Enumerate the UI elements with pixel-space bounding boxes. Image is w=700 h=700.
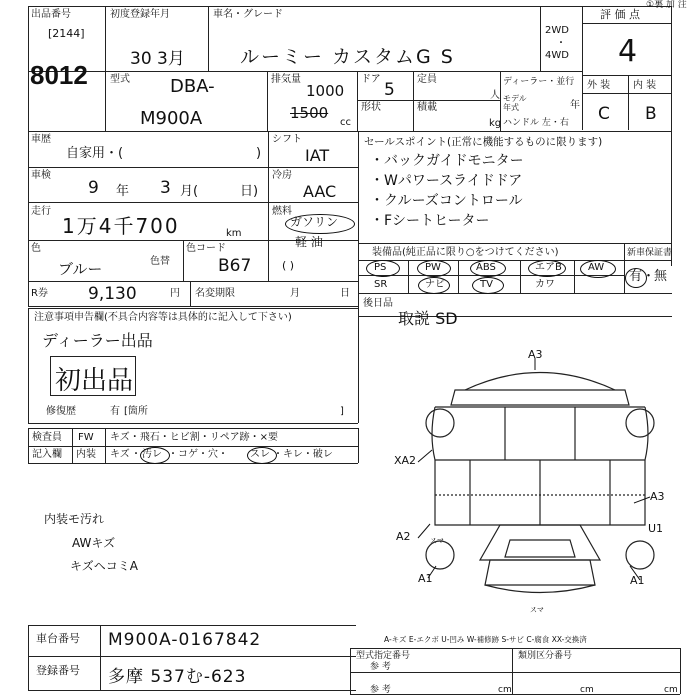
diagram-mark-top: A3 [528, 348, 543, 361]
inspection-year-unit: 年 [116, 184, 130, 199]
after-items-value: 取説 SD [398, 309, 458, 328]
fuel-other: ( ) [282, 259, 295, 272]
load-unit: kg [489, 118, 502, 129]
inspector-item-burn-hole: ・コゲ・穴・ [168, 449, 228, 460]
history-label: 車歴 [31, 134, 51, 145]
diagram-mark-right-dent: U1 [648, 522, 664, 535]
recycle-unit: 円 [170, 288, 180, 299]
warranty-separator: ・ [642, 269, 656, 284]
mileage-unit: km [226, 228, 242, 239]
diagram-mark-left-lower: A2 [396, 530, 411, 543]
color-swap-label: 色替 [150, 256, 170, 267]
car-name-value: ルーミー カスタムG S [240, 46, 455, 68]
repair-have: 有 [110, 406, 120, 417]
inspector-item-dirt: 汚レ [142, 449, 162, 460]
notes-line-2: 初出品 [55, 366, 134, 396]
sales-points-label: セールスポイント(正常に機能するものに限ります) [364, 136, 603, 148]
equip-leather: カワ [535, 279, 555, 290]
equipment-label: 装備品(純正品に限り○をつけてください) [372, 247, 559, 258]
shift-value: IAT [305, 146, 330, 165]
equip-abs: ABS [476, 262, 496, 273]
warranty-have: 有 [629, 269, 643, 284]
new-car-warranty-label: 新車保証書 [627, 248, 673, 258]
registration-label: 登録番号 [36, 664, 80, 677]
diagram-mark-left-upper: XA2 [394, 454, 417, 467]
equip-aw: AW [588, 262, 605, 273]
displacement-struck: 1500 [290, 104, 329, 122]
repair-label: 修復歴 [46, 406, 76, 417]
inspector-fw-items: キズ・飛石・ヒビ割・リペア跡・×要 [110, 432, 278, 443]
lot-number: 8012 [30, 60, 88, 90]
handwritten-note-2: AWキズ [72, 536, 116, 550]
inspector-item-rub: スレ [250, 449, 270, 460]
first-registration-label: 初度登録年月 [110, 9, 170, 20]
cm-unit-3: cm [664, 685, 678, 695]
drive-separator: ・ [556, 38, 566, 49]
history-value: 自家用・( [66, 146, 124, 161]
inspector-entry-label: 記入欄 [32, 449, 62, 460]
repair-place: [箇所 [124, 406, 148, 417]
shape-label: 形状 [361, 102, 381, 113]
shift-label: シフト [272, 134, 302, 145]
grade-value: 4 [618, 34, 638, 69]
sales-point-3: ・クルーズコントロール [370, 193, 523, 209]
mileage-value: 1万4千700 [62, 214, 180, 238]
color-code-value: B67 [218, 256, 252, 276]
reference-label-1: 参 考 [370, 662, 391, 672]
ac-value: AAC [303, 182, 337, 201]
handwritten-note-1: 内装モ汚れ [44, 512, 105, 526]
fuel-diesel: 軽 油 [295, 235, 323, 249]
color-code-label: 色コード [186, 243, 226, 254]
warranty-none: 無 [654, 269, 668, 284]
diagram-mark-a1-left: A1 [418, 572, 433, 585]
lot-label: 出品番号 [31, 9, 71, 20]
color-value: ブルー [58, 260, 103, 278]
mileage-label: 走行 [31, 206, 51, 217]
type-label: 型式 [110, 74, 130, 85]
door-label: ドア [361, 74, 381, 85]
repair-close: ] [340, 406, 344, 417]
cm-unit-1: cm [498, 685, 512, 695]
inspector-label: 検査員 [32, 432, 62, 443]
interior-label: 内 装 [633, 80, 657, 91]
notes-line-1: ディーラー出品 [42, 331, 153, 350]
inspection-day-unit: 日) [240, 184, 259, 199]
model-designation-label: 型式指定番号 [356, 651, 411, 661]
inspector-item-cut-tear: ・キレ・破レ [273, 449, 333, 460]
grade-label: 評 価 点 [600, 8, 640, 21]
inspector-item-sep1: ・ [131, 449, 141, 460]
capacity-unit: 人 [490, 90, 500, 101]
displacement-unit: cc [340, 117, 351, 128]
warranty-month: 月 [290, 288, 300, 299]
handwritten-note-3: キズヘコミA [70, 559, 138, 573]
inspection-month: 3 [160, 178, 171, 198]
handle-label: ハンドル 左・右 [503, 118, 569, 128]
recycle-label: R券 [31, 288, 48, 299]
recycle-value: 9,130 [88, 284, 137, 304]
exterior-label: 外 装 [587, 80, 611, 91]
equip-navi: ナビ [425, 279, 445, 290]
lot-subnumber: [2144] [48, 27, 85, 40]
type-prefix: DBA- [170, 76, 215, 97]
history-paren-close: ) [256, 146, 262, 161]
drive-4wd: 4WD [545, 50, 569, 61]
cm-unit-2: cm [580, 685, 594, 695]
dealer-label: ディーラー・並行 [503, 77, 575, 87]
model-year-label: モデル年式 [503, 94, 527, 112]
reference-label-2: 参 考 [370, 685, 391, 695]
displacement-label: 排気量 [271, 74, 301, 85]
sales-point-4: ・Fシートヒーター [370, 213, 490, 229]
diagram-mark-a1-right: A1 [630, 574, 645, 587]
ac-label: 冷房 [272, 170, 292, 181]
inspection-month-unit: 月( [180, 184, 199, 199]
car-name-label: 車名・グレード [213, 9, 283, 20]
exterior-grade: C [598, 104, 610, 124]
sales-point-1: ・バックガイドモニター [370, 153, 524, 169]
load-label: 積載 [417, 102, 437, 113]
equip-sr: SR [374, 279, 388, 290]
after-items-label: 後日品 [363, 298, 393, 309]
corner-mark: ①裏 加 注 [646, 0, 687, 10]
equip-pw: PW [425, 262, 441, 273]
notes-label: 注意事項申告欄(不具合内容等は具体的に記入して下さい) [34, 312, 292, 323]
equip-tv: TV [480, 279, 493, 290]
color-label: 色 [31, 243, 41, 254]
drive-2wd: 2WD [545, 25, 569, 36]
registration-value: 多摩 537む-623 [108, 667, 247, 687]
equip-ps: PS [374, 262, 387, 273]
inspector-interior: 内装 [76, 449, 96, 460]
fuel-label: 燃料 [272, 206, 292, 217]
door-value: 5 [384, 80, 395, 100]
inspector-fw: FW [78, 432, 94, 443]
capacity-label: 定員 [417, 74, 437, 85]
interior-grade: B [645, 104, 657, 124]
displacement-value: 1000 [306, 82, 345, 100]
diagram-caption-front: スマ [430, 537, 444, 545]
diagram-caption-rear: スマ [530, 606, 544, 614]
damage-legend: A-キズ E-エクボ U-凹み W-補修跡 S-サビ C-腐食 XX-交換済 [384, 635, 587, 644]
equip-airbag: エアB [535, 262, 562, 273]
inspection-label: 車検 [31, 170, 51, 181]
chassis-label: 車台番号 [36, 632, 80, 645]
first-registration-value: 30 3月 [130, 49, 185, 69]
year-unit: 年 [570, 100, 580, 111]
warranty-label: 名変期限 [195, 288, 235, 299]
class-number-label: 類別区分番号 [518, 651, 573, 661]
diagram-mark-right: A3 [650, 490, 665, 503]
inspection-year: 9 [88, 178, 99, 198]
type-model: M900A [140, 108, 203, 129]
chassis-value: M900A-0167842 [108, 630, 262, 650]
sales-point-2: ・Wパワースライドドア [370, 173, 523, 189]
inspector-item-scratch: キズ [110, 449, 130, 460]
fuel-gasoline: ガソリン [290, 215, 339, 229]
warranty-day: 日 [340, 288, 350, 299]
